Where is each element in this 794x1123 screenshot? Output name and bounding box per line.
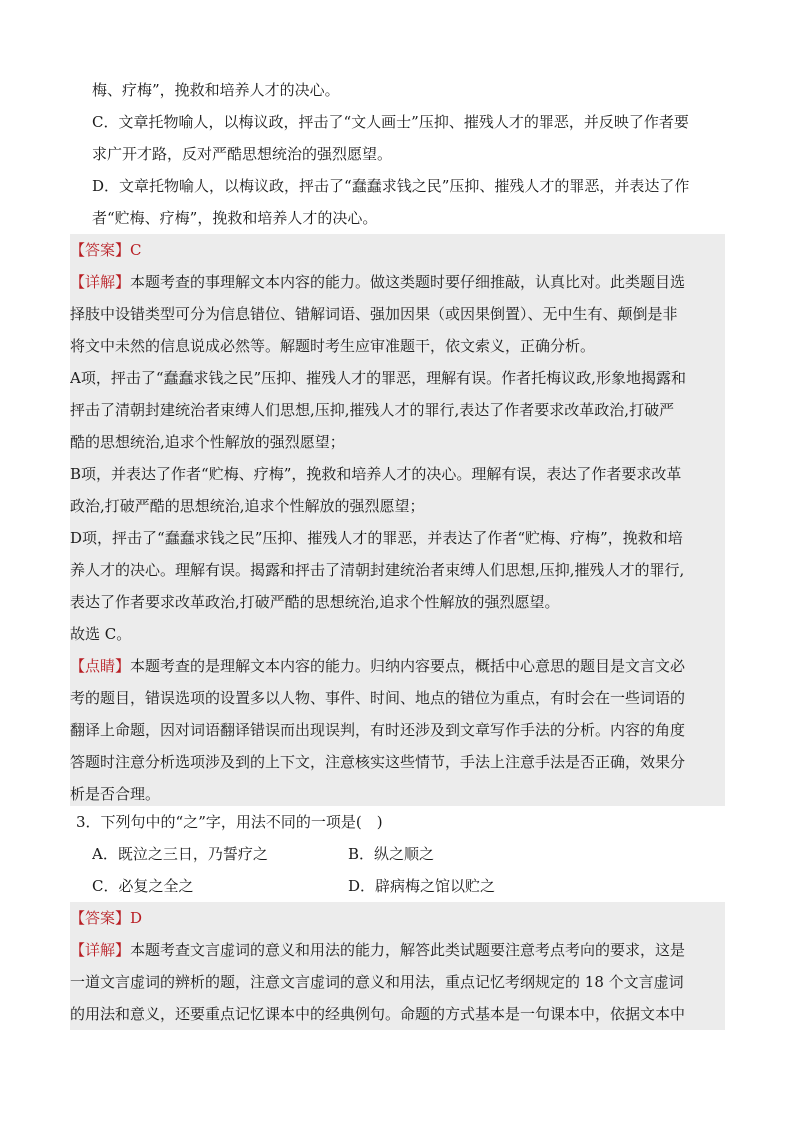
answer-line-q3 (70, 902, 725, 934)
detail-tag: 【详解】 (70, 941, 131, 959)
answer-tag: 【答案】 (70, 241, 131, 259)
option-d: D．辟病梅之馆以贮之 (348, 877, 496, 895)
question-3-stem: 3．下列句中的“之”字，用法不同的一项是( ) (76, 813, 383, 831)
option-b-continuation: 梅、疗梅”，挽救和培养人才的决心。 (92, 81, 340, 99)
answer-value: C (130, 241, 142, 259)
detail-line: 将文中未然的信息说成必然等。解题时考生应审准题干，依文索义，正确分析。 (70, 337, 596, 355)
detail-text: 本题考查的事理解文本内容的能力。做这类题时要仔细推敲，认真比对。此类题目选 (130, 273, 686, 291)
answer-line-q2 (70, 234, 725, 266)
detail-line: 表达了作者要求改革政治,打破严酷的思想统治,追求个性解放的强烈愿望。 (70, 593, 560, 611)
option-c: C．必复之全之 (92, 877, 194, 895)
detail-line: 一道文言虚词的辨析的题，注意文言虚词的意义和用法，重点记忆考纲规定的 18 个文言虚词 (70, 973, 684, 991)
tip-line: 考的题目，错误选项的设置多以人物、事件、时间、地点的错位为重点，有时会在一些词语的 (70, 689, 686, 707)
detail-conclusion: 故选 C。 (70, 625, 132, 643)
option-d-line1: D．文章托物喻人，以梅议政，抨击了“蠢蠢求钱之民”压抑、摧残人才的罪恶，并表达了作 (92, 177, 690, 195)
detail-line: A项，抨击了“蠢蠢求钱之民”压抑、摧残人才的罪恶，理解有误。作者托梅议政,形象地揭露和 (70, 369, 686, 387)
option-b: B．纵之顺之 (348, 845, 435, 863)
tip-line (70, 650, 725, 682)
answer-value: D (130, 909, 143, 927)
detail-text: 本题考查文言虚词的意义和用法的能力，解答此类试题要注意考点考向的要求，这是 (130, 941, 686, 959)
detail-line: D项，抨击了“蠢蠢求钱之民”压抑、摧残人才的罪恶，并表达了作者“贮梅、疗梅”，挽救和培 (70, 529, 683, 547)
detail-line: 养人才的决心。理解有误。揭露和抨击了清朝封建统治者束缚人们思想,压抑,摧残人才的罪行, (70, 561, 685, 579)
answer-tag: 【答案】 (70, 909, 131, 927)
detail-line: 抨击了清朝封建统治者束缚人们思想,压抑,摧残人才的罪行,表达了作者要求改革政治,打破严 (70, 401, 675, 419)
detail-tag: 【详解】 (70, 273, 131, 291)
tip-line: 析是否合理。 (70, 785, 161, 803)
detail-line: 择肢中设错类型可分为信息错位、错解词语、强加因果（或因果倒置）、无中生有、颠倒是非 (70, 305, 678, 323)
question-3-options-row1 (92, 838, 747, 870)
detail-line: 的用法和意义，还要重点记忆课本中的经典例句。命题的方式基本是一句课本中，依据文本中 (70, 1005, 686, 1023)
question-3-options-row2 (92, 870, 747, 902)
detail-line: 政治,打破严酷的思想统治,追求个性解放的强烈愿望； (70, 497, 425, 515)
detail-line: B项，并表达了作者“贮梅、疗梅”，挽救和培养人才的决心。理解有误，表达了作者要求改革 (70, 465, 682, 483)
option-a: A．既泣之三日，乃誓疗之 (92, 845, 268, 863)
tip-line: 翻译上命题，因对词语翻译错误而出现误判，有时还涉及到文章写作手法的分析。内容的角度 (70, 721, 686, 739)
tip-line: 答题时注意分析选项涉及到的上下文，注意核实这些情节，手法上注意手法是否正确，效果分 (70, 753, 686, 771)
option-d-line2: 者“贮梅、疗梅”，挽救和培养人才的决心。 (92, 209, 378, 227)
detail-line: 酷的思想统治,追求个性解放的强烈愿望； (70, 433, 345, 451)
tip-text: 本题考查的是理解文本内容的能力。归纳内容要点，概括中心意思的题目是文言文必 (130, 657, 686, 675)
tip-tag: 【点睛】 (70, 657, 131, 675)
detail-line (70, 266, 725, 298)
detail-line (70, 934, 725, 966)
option-c-line1: C．文章托物喻人，以梅议政，抨击了“文人画士”压抑、摧残人才的罪恶，并反映了作者要 (92, 113, 689, 131)
option-c-line2: 求广开才路，反对严酷思想统治的强烈愿望。 (92, 145, 393, 163)
